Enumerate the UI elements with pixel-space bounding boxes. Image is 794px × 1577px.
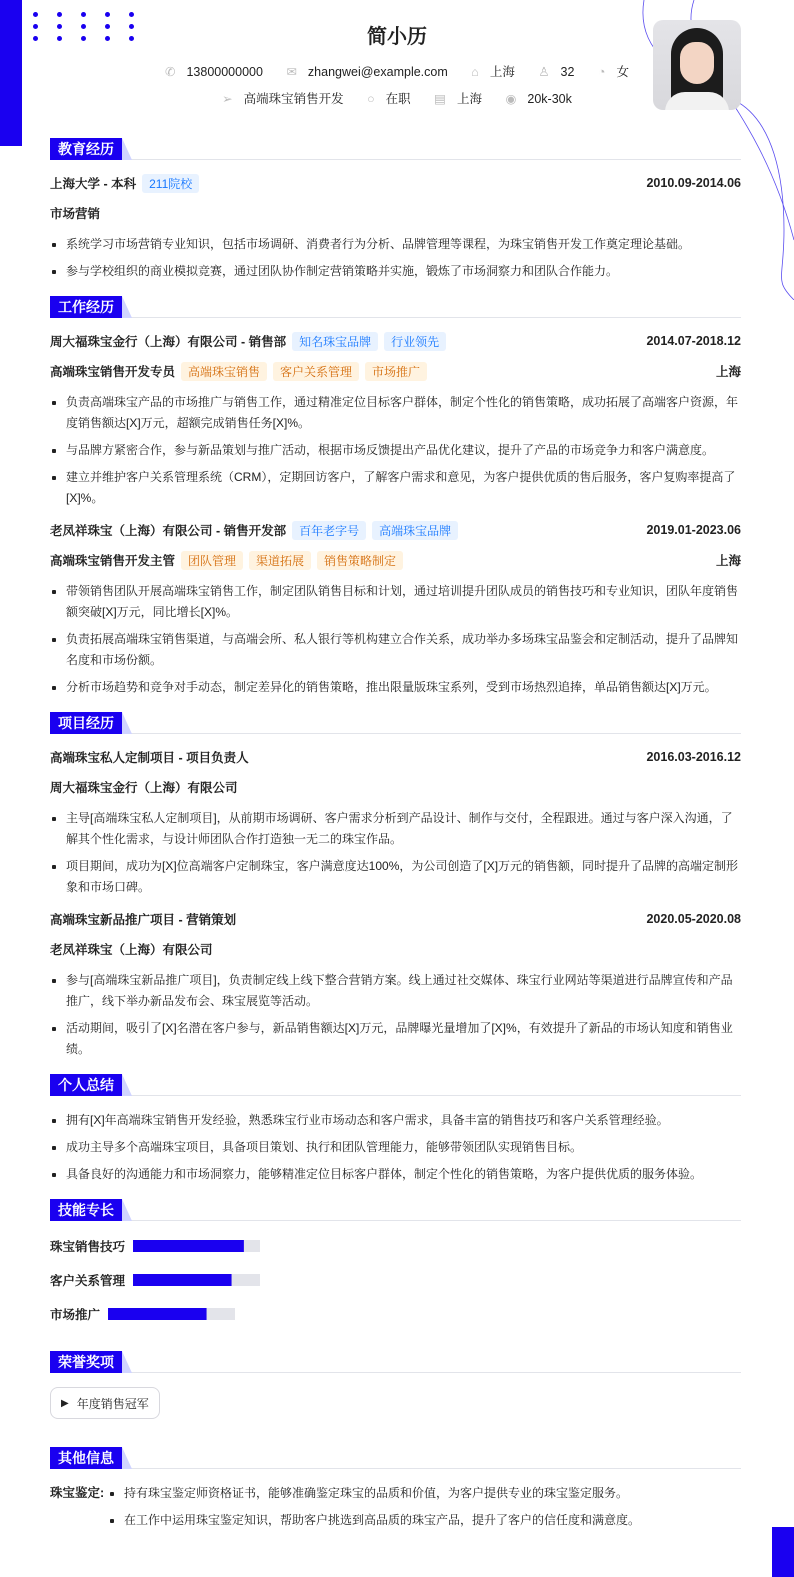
bullet: 建立并维护客户关系管理系统（CRM），定期回访客户，了解客户需求和意见，为客户提供优质的售后服务，客户复购率提高了[X]%。 [50,467,741,509]
project-company: 老凤祥珠宝（上海）有限公司 [50,943,213,957]
bullet: 负责高端珠宝产品的市场推广与销售工作，通过精准定位目标客户群体，制定个性化的销售策略，成功拓展了高端客户资源，年度销售额达[X]万元，超额完成销售任务[X]%。 [50,392,741,434]
projects-section [50,712,741,1060]
resume-name: 简小历 [367,26,427,48]
tag: 高端珠宝品牌 [372,521,458,540]
section-title: 教育经历 [50,138,122,160]
bullet: 成功主导多个高端珠宝项目，具备项目策划、执行和团队管理能力，能够带领团队实现销售目标。 [50,1137,741,1158]
date: 2014.07-2018.12 [646,334,741,348]
bullet: 持有珠宝鉴定师资格证书，能够准确鉴定珠宝的品质和价值，为客户提供专业的珠宝鉴定服务。 [108,1483,640,1504]
play-triangle-icon: ▶ [61,1397,69,1409]
date: 2010.09-2014.06 [646,176,741,190]
date: 2019.01-2023.06 [646,523,741,537]
bullet: 拥有[X]年高端珠宝销售开发经验，熟悉珠宝行业市场动态和客户需求，具备丰富的销售技巧和客户关系管理经验。 [50,1110,741,1131]
date: 2020.05-2020.08 [646,912,741,926]
project-name: 高端珠宝新品推广项目 - 营销策划 [50,913,237,927]
skill-tag: 市场推广 [365,362,427,381]
date: 2016.03-2016.12 [646,750,741,764]
tag: 行业领先 [384,332,446,351]
tag: 百年老字号 [292,521,366,540]
major: 市场营销 [50,207,101,221]
section-title: 技能专长 [50,1199,122,1221]
other-label: 珠宝鉴定: [50,1486,105,1500]
skill-name: 客户关系管理 [50,1274,126,1288]
skill-name: 市场推广 [50,1308,101,1322]
phone: 13800000000 [186,65,263,79]
bullet: 活动期间，吸引了[X]名潜在客户参与，新品销售额达[X]万元，品牌曝光量增加了[X]%，有效提升了新品的市场认知度和销售业绩。 [50,1018,741,1060]
bullet: 在工作中运用珠宝鉴定知识，帮助客户挑选到高品质的珠宝产品，提升了客户的信任度和满意度。 [108,1510,640,1531]
company: 老凤祥珠宝（上海）有限公司 - 销售开发部 [50,523,287,538]
skill-tag: 高端珠宝销售 [181,362,267,381]
bullet: 项目期间，成功为[X]位高端客户定制珠宝，客户满意度达100%，为公司创造了[X]万元的销售额，同时提升了品牌的高端定制形象和市场口碑。 [50,856,741,898]
target-city: 上海 [456,92,482,106]
email-icon: ✉ [286,65,297,79]
summary-section [50,1074,741,1185]
project-name: 高端珠宝私人定制项目 - 项目负责人 [50,751,249,765]
bullet: 分析市场趋势和竞争对手动态，制定差异化的销售策略，推出限量版珠宝系列，受到市场热烈追捧，单品销售额达[X]万元。 [50,677,741,698]
age: 32 [560,65,575,79]
skill-tag: 团队管理 [181,551,243,570]
job-status: 在职 [385,92,411,106]
city: 上海 [715,554,741,568]
bullet: 系统学习市场营销专业知识，包括市场调研、消费者行为分析、品牌管理等课程，为珠宝销售开发工作奠定理论基础。 [50,234,741,255]
bullet: 带领销售团队开展高端珠宝销售工作，制定团队销售目标和计划，通过培训提升团队成员的销售技巧和专业知识，团队年度销售额突破[X]万元，同比增长[X]%。 [50,581,741,623]
skill-bar [133,1240,260,1252]
bullet: 与品牌方紧密合作，参与新品策划与推广活动，根据市场反馈提出产品优化建议，提升了产品的市场竞争力和客户满意度。 [50,440,741,461]
decor-right-bar [772,1527,794,1577]
status-icon: ○ [367,92,375,106]
salary: 20k-30k [527,92,572,106]
target-job: 高端珠宝销售开发 [243,92,344,106]
location: 上海 [489,65,515,79]
education-section [50,138,741,282]
skill-item [50,1303,400,1325]
salary-icon: ◉ [505,92,517,106]
avatar-photo [653,20,741,110]
section-title: 项目经历 [50,712,122,734]
other-section [50,1447,741,1549]
awards-section [50,1351,741,1433]
tag: 211院校 [142,174,199,193]
section-title: 个人总结 [50,1074,122,1096]
bullet: 参与[高端珠宝新品推广项目]，负责制定线上线下整合营销方案。线上通过社交媒体、珠宝行业网站等渠道进行品牌宣传和产品推广，线下举办新品发布会、珠宝展览等活动。 [50,970,741,1012]
section-title: 工作经历 [50,296,122,318]
email: zhangwei@example.com [307,65,448,79]
section-title: 其他信息 [50,1447,122,1469]
project-company: 周大福珠宝金行（上海）有限公司 [50,781,238,795]
phone-icon: ✆ [164,65,176,79]
tag: 知名珠宝品牌 [292,332,378,351]
skill-item [50,1269,400,1291]
skill-item [50,1235,400,1257]
city: 上海 [715,365,741,379]
award-name: 年度销售冠军 [76,1396,149,1411]
award-item[interactable] [50,1387,160,1419]
skill-bar-fill [108,1308,207,1320]
skill-tag: 客户关系管理 [273,362,359,381]
skill-bar-fill [133,1274,232,1286]
skill-bar [108,1308,235,1320]
company: 周大福珠宝金行（上海）有限公司 - 销售部 [50,334,287,349]
skill-bar-fill [133,1240,244,1252]
skill-bar [133,1274,260,1286]
skill-tag: 销售策略制定 [317,551,403,570]
work-section [50,296,741,698]
school: 上海大学 - 本科 [50,176,137,191]
age-icon: ♙ [538,65,550,79]
home-icon: ⌂ [471,65,479,79]
gender-icon: ◔ [597,65,606,79]
role: 高端珠宝销售开发主管 [50,553,176,568]
bullet: 参与学校组织的商业模拟竞赛，通过团队协作制定营销策略并实施，锻炼了市场洞察力和团队合作能力。 [50,261,741,282]
bullet: 主导[高端珠宝私人定制项目]，从前期市场调研、客户需求分析到产品设计、制作与交付，全程跟进。通过与客户深入沟通，了解其个性化需求，与设计师团队合作打造独一无二的珠宝作品。 [50,808,741,850]
gender: 女 [616,65,629,79]
bullet: 具备良好的沟通能力和市场洞察力，能够精准定位目标客户群体，制定个性化的销售策略，为客户提供优质的服务体验。 [50,1164,741,1185]
section-title: 荣誉奖项 [50,1351,122,1373]
skill-tag: 渠道拓展 [249,551,311,570]
skills-section [50,1199,741,1337]
bullet: 负责拓展高端珠宝销售渠道，与高端会所、私人银行等机构建立合作关系，成功举办多场珠宝品鉴会和定制活动，提升了品牌知名度和市场份额。 [50,629,741,671]
role: 高端珠宝销售开发专员 [50,364,176,379]
building-icon: ▤ [434,92,446,106]
skill-name: 珠宝销售技巧 [50,1240,126,1254]
send-icon: ➢ [222,92,233,106]
